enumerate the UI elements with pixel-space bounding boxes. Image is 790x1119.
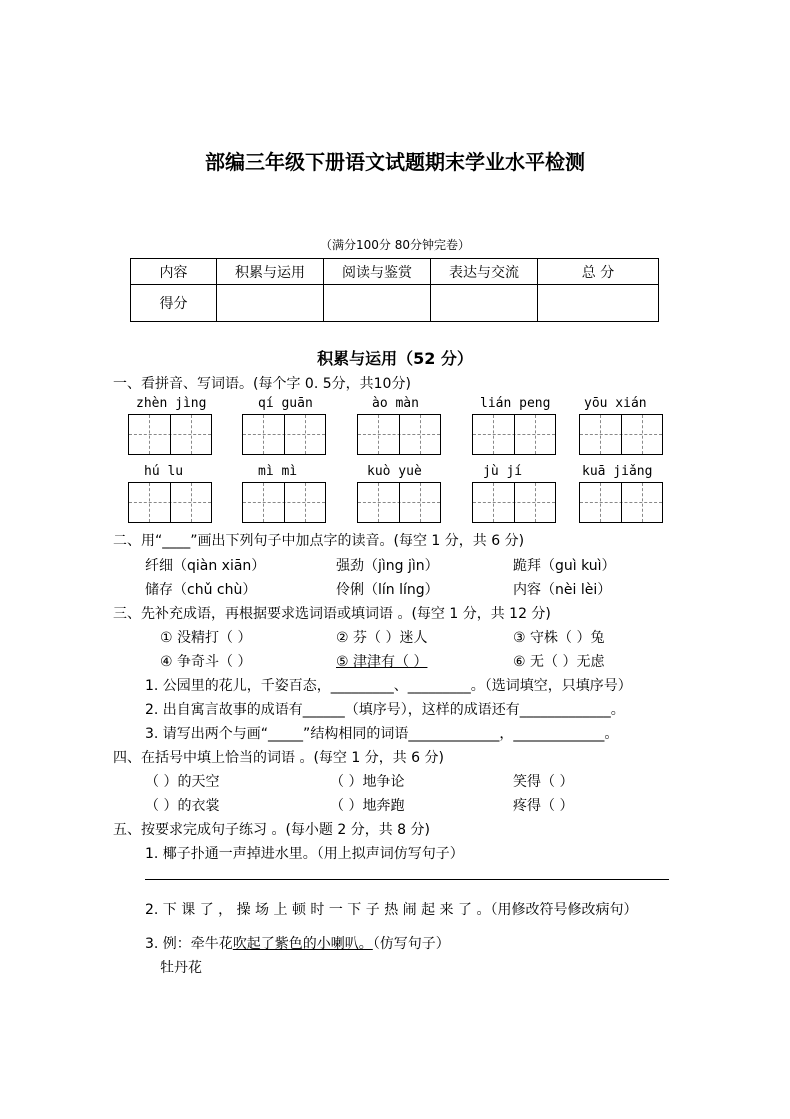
q4-item[interactable]: （ ）地争论 bbox=[330, 774, 405, 790]
q5-s3-prefix: 3. 例：牵牛花 bbox=[145, 936, 233, 952]
q4-item[interactable]: 疼得（ ） bbox=[513, 798, 574, 814]
pinyin: hú lu bbox=[144, 464, 184, 479]
q2-item[interactable]: 储存（chǔ chù） bbox=[145, 582, 257, 598]
q2-item[interactable]: 伶俐（lín líng） bbox=[336, 582, 439, 598]
q1-heading: 一、看拼音、写词语。(每个字 0. 5分，共10分) bbox=[113, 376, 411, 392]
tianzige-box[interactable] bbox=[472, 482, 556, 523]
row-label-score: 得分 bbox=[131, 285, 217, 322]
header-content: 内容 bbox=[131, 259, 217, 285]
q2-item[interactable]: 跪拜（guì kuì） bbox=[513, 558, 616, 574]
idiom-item[interactable]: ② 芬（ ）迷人 bbox=[336, 630, 428, 646]
q5-s3-suffix: （仿写句子） bbox=[372, 936, 450, 952]
idiom-item[interactable]: ① 没精打（ ） bbox=[160, 630, 252, 646]
pinyin: lián peng bbox=[480, 396, 551, 411]
q2-heading: 二、用“____”画出下列句子中加点字的读音。(每空 1 分，共 6 分) bbox=[113, 533, 525, 549]
pinyin: ào màn bbox=[372, 396, 419, 411]
q4-heading: 四、在括号中填上恰当的词语 。(每空 1 分，共 6 分) bbox=[113, 750, 444, 766]
section-title: 积累与运用（52 分） bbox=[317, 349, 473, 368]
q4-item[interactable]: （ ）地奔跑 bbox=[330, 798, 405, 814]
q4-item[interactable]: （ ）的天空 bbox=[145, 774, 220, 790]
tianzige-box[interactable] bbox=[579, 482, 663, 523]
pinyin: yōu xián bbox=[584, 396, 647, 411]
exam-info: （满分100分 80分钟完卷） bbox=[320, 238, 470, 252]
tianzige-box[interactable] bbox=[472, 414, 556, 455]
idiom-item[interactable]: ③ 守株（ ）兔 bbox=[513, 630, 605, 646]
q2-item[interactable]: 强劲（jìng jìn） bbox=[336, 558, 439, 574]
score-table bbox=[130, 258, 659, 322]
idiom-item-underlined[interactable]: ⑤ 津津有（ ） bbox=[336, 654, 428, 670]
q5-subquestion: 2. 下 课 了 ， 操 场 上 顿 时 一 下 子 热 闹 起 来 了 。（用修改符号修改病句） bbox=[145, 902, 638, 918]
idiom-item[interactable]: ⑥ 无（ ）无虑 bbox=[513, 654, 605, 670]
page-title: 部编三年级下册语文试题期末学业水平检测 bbox=[205, 150, 585, 174]
tianzige-box[interactable] bbox=[242, 482, 326, 523]
q3-heading: 三、先补充成语，再根据要求选词语或填词语 。(每空 1 分，共 12 分) bbox=[113, 606, 551, 622]
q2-item[interactable]: 内容（nèi lèi） bbox=[513, 582, 612, 598]
header-reading: 阅读与鉴赏 bbox=[324, 259, 431, 285]
tianzige-box[interactable] bbox=[128, 414, 212, 455]
q5-heading: 五、按要求完成句子练习 。(每小题 2 分，共 8 分) bbox=[113, 822, 430, 838]
pinyin: mì mì bbox=[258, 464, 298, 479]
tianzige-box[interactable] bbox=[357, 414, 441, 455]
header-total: 总 分 bbox=[538, 259, 659, 285]
q5-s3-start[interactable]: 牡丹花 bbox=[160, 960, 202, 976]
pinyin: kuā jiǎng bbox=[582, 464, 653, 479]
q5-subquestion: 1. 椰子扑通一声掉进水里。（用上拟声词仿写句子） bbox=[145, 846, 464, 862]
answer-line[interactable] bbox=[145, 879, 669, 880]
q2-item[interactable]: 纤细（qiàn xiān） bbox=[145, 558, 266, 574]
score-cell[interactable] bbox=[324, 285, 431, 322]
tianzige-box[interactable] bbox=[242, 414, 326, 455]
idiom-item[interactable]: ④ 争奇斗（ ） bbox=[160, 654, 252, 670]
tianzige-box[interactable] bbox=[579, 414, 663, 455]
score-cell[interactable] bbox=[431, 285, 538, 322]
q3-subquestion[interactable]: 2. 出自寓言故事的成语有______（填序号），这样的成语还有_____________。 bbox=[145, 702, 625, 718]
q3-subquestion[interactable]: 3. 请写出两个与画“_____”结构相同的词语_____________，_____________。 bbox=[145, 726, 619, 742]
header-expression: 表达与交流 bbox=[431, 259, 538, 285]
header-accumulation: 积累与运用 bbox=[217, 259, 324, 285]
pinyin: zhèn jìng bbox=[136, 396, 207, 411]
score-cell[interactable] bbox=[538, 285, 659, 322]
q5-subquestion-3 bbox=[145, 933, 450, 953]
tianzige-box[interactable] bbox=[128, 482, 212, 523]
tianzige-box[interactable] bbox=[357, 482, 441, 523]
q3-subquestion[interactable]: 1. 公园里的花儿，千姿百态，_________、_________。（选词填空，只填序号） bbox=[145, 678, 632, 694]
pinyin: kuò yuè bbox=[367, 464, 422, 479]
pinyin: qí guān bbox=[258, 396, 313, 411]
q4-item[interactable]: （ ）的衣裳 bbox=[145, 798, 220, 814]
pinyin: jù jí bbox=[483, 464, 523, 479]
score-cell[interactable] bbox=[217, 285, 324, 322]
q4-item[interactable]: 笑得（ ） bbox=[513, 774, 574, 790]
q5-s3-underlined: 吹起了紫色的小喇叭。 bbox=[232, 936, 373, 952]
